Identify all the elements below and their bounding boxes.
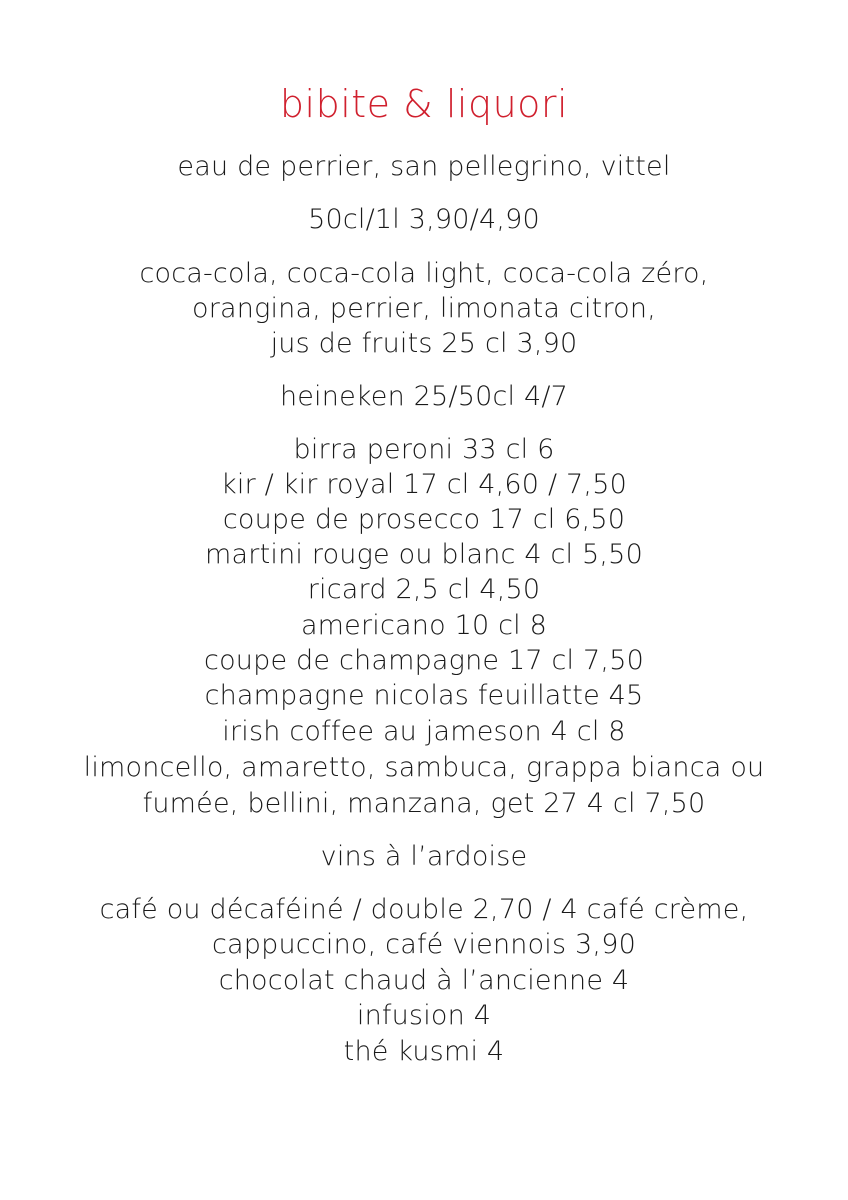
softs-line-3: jus de fruits 25 cl 3,90 xyxy=(270,328,578,359)
hot-drinks-item: café ou décaféiné / double 2,70 / 4 café crème, xyxy=(99,894,749,925)
spirits-item: fumée, bellini, manzana, get 27 4 cl 7,50 xyxy=(142,788,706,819)
spirits-item: limoncello, amaretto, sambuca, grappa bianca ou xyxy=(83,752,765,783)
hot-drinks-item: cappuccino, café viennois 3,90 xyxy=(212,929,636,960)
spirits-item: champagne nicolas feuillatte 45 xyxy=(204,680,644,711)
waters-line-1: eau de perrier, san pellegrino, vittel xyxy=(177,151,671,182)
spirits-item: kir / kir royal 17 cl 4,60 / 7,50 xyxy=(221,469,627,500)
spirits-item: coupe de champagne 17 cl 7,50 xyxy=(204,645,644,676)
wines-line-1: vins à l’ardoise xyxy=(320,841,528,872)
spirits-item: irish coffee au jameson 4 cl 8 xyxy=(222,716,626,747)
hot-drinks-item: infusion 4 xyxy=(356,1000,492,1031)
beer-line-1: heineken 25/50cl 4/7 xyxy=(279,381,569,412)
spirits-item: martini rouge ou blanc 4 cl 5,50 xyxy=(205,539,643,570)
softs-line-2: orangina, perrier, limonata citron, xyxy=(192,293,656,324)
spirits-item: coupe de prosecco 17 cl 6,50 xyxy=(222,504,626,535)
spirits-item: americano 10 cl 8 xyxy=(300,610,548,641)
softs-line-1: coca-cola, coca-cola light, coca-cola zéro, xyxy=(139,258,709,289)
spirits-item: ricard 2,5 cl 4,50 xyxy=(307,574,541,605)
menu-title: bibite & liquori xyxy=(279,82,569,126)
hot-drinks-item: chocolat chaud à l’ancienne 4 xyxy=(218,965,630,996)
spirits-item: birra peroni 33 cl 6 xyxy=(293,434,555,465)
hot-drinks-item: thé kusmi 4 xyxy=(343,1036,505,1067)
waters-line-2: 50cl/1l 3,90/4,90 xyxy=(308,204,540,235)
